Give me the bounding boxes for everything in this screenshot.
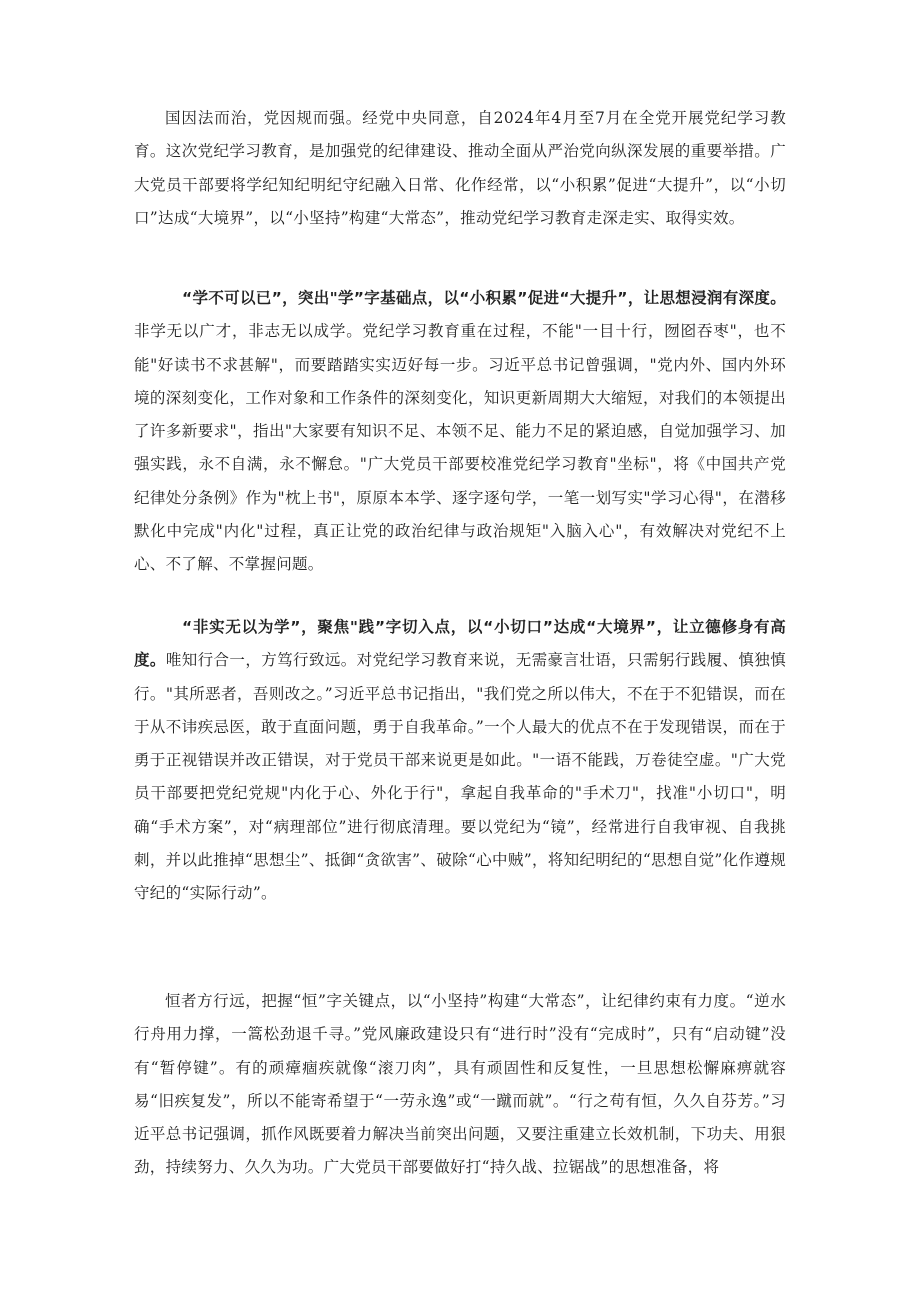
study-section-heading: “学不可以已”，突出"学”字基础点，以“小积累”促进“大提升”，让思想浸润有深度。 [182, 289, 786, 307]
study-section-text: 非学无以广才，非志无以成学。党纪学习教育重在过程，不能"一目十行，囫囵吞枣"，也不能"好读书不求甚解"，而要踏踏实实迈好每一步。习近平总书记曾强调，"党内外、国内外环境的深刻变化，工作对象和工作条件的深刻变化，知识更新周期大大缩短，对我们的本领提出了许多新要求"，指出"大家要有知识不足、本领不足、能力不足的紧迫感，自觉加强学习、加强实践，永不自满，永不懈怠。"广大党员干部要校准党纪学习教育"坐标"，将《中国共产党纪律处分条例》作为"枕上书"，原原本本学、逐字逐句学，一笔一划写实"学习心得"，在潜移默化中完成"内化"过程，真正让党的政治纪律与政治规矩"入脑入心"，有效解决对党纪不上心、不了解、不掌握问题。 [134, 322, 786, 574]
intro-paragraph-text: 国因法而治，党因规而强。经党中央同意，自2024年4月至7月在全党开展党纪学习教育。这次党纪学习教育，是加强党的纪律建设、推动全面从严治党向纵深发展的重要举措。广大党员干部要将学纪知纪明纪守纪融入日常、化作经常，以“小积累”促进“大提升”，以“小切口”达成“大境界”，以“小坚持”构建“大常态”，推动党纪学习教育走深走实、取得实效。 [134, 109, 786, 227]
practice-section-heading: “非实无以为学”，聚焦"践”字切入点，以“小切口”达成“大境界”，让立德修身有高度。 [134, 618, 786, 670]
intro-paragraph [134, 102, 786, 235]
persistence-section-text: 恒者方行远，把握“恒”字关键点，以“小坚持”构建“大常态”，让纪律约束有力度。“逆水行舟用力撑，一篙松劲退千寻。”党风廉政建设只有“进行时”没有“完成时”，只有“启动键”没有“暂停键”。有的顽瘴痼疾就像“滚刀肉”，具有顽固性和反复性，一旦思想松懈麻痹就容易“旧疾复发”，所以不能寄希望于“一劳永逸”或“一蹴而就”。“行之苟有恒，久久自芬芳。”习近平总书记强调，抓作风既要着力解决当前突出问题，又要注重建立长效机制，下功夫、用狠劲，持续努力、久久为功。广大党员干部要做好打“持久战、拉锯战”的思想准备，将 [134, 992, 786, 1177]
study-section-paragraph [134, 282, 786, 582]
practice-section-text: 唯知行合一，方笃行致远。对党纪学习教育来说，无需豪言壮语，只需躬行践履、慎独慎行。"其所恶者，吾则改之。”习近平总书记指出，"我们党之所以伟大，不在于不犯错误，而在于从不讳疾忌医，敢于直面问题，勇于自我革命。”一个人最大的优点不在于发现错误，而在于勇于正视错误并改正错误，对于党员干部来说更是如此。"一语不能践，万卷徒空虚。"广大党员干部要把党纪党规"内化于心、外化于行"，拿起自我革命的"手术刀"，找准"小切口"，明确“手术方案”，对“病理部位”进行彻底清理。要以党纪为“镜”，经常进行自我审视、自我挑刺，并以此推掉“思想尘”、抵御“贪欲害”、破除“心中贼”，将知纪明纪的“思想自觉”化作遵规守纪的“实际行动”。 [134, 651, 786, 903]
persistence-section-paragraph [134, 985, 786, 1185]
practice-section-paragraph [134, 611, 786, 911]
